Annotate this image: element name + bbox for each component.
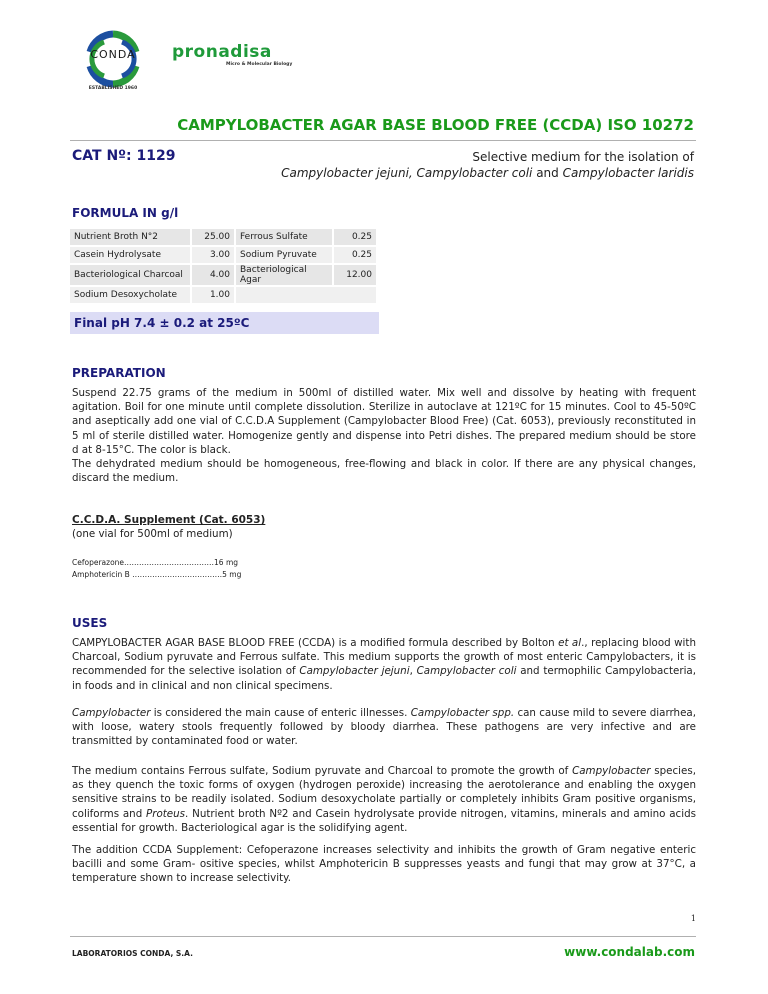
species: Campylobacter: [72, 707, 151, 719]
uses-heading: USES: [72, 616, 108, 630]
conda-logo-text: CONDA: [90, 48, 136, 61]
uses-paragraph-3: [72, 764, 696, 835]
uses-paragraph-1: [72, 636, 696, 693]
species: Campylobacter coli: [416, 665, 517, 678]
ingredient-name: Nutrient Broth N°2: [70, 229, 190, 245]
supplement-item: Amphotericin B ………………………………5 mg: [72, 570, 242, 579]
preparation-heading: PREPARATION: [72, 366, 166, 380]
ingredient-name: Ferrous Sulfate: [236, 229, 332, 245]
text: ., replacing blood with Charcoal, Sodium pyruvate and Ferrous sulfate. This medium supports the growth of most enteric Campylobacters, it is recommended for the selective isolation of: [72, 637, 696, 678]
preparation-paragraph-1: Suspend 22.75 grams of the medium in 500ml of distilled water. Mix well and dissolve by heating with frequent agitation. Boil for one minute until complete dissolution. Sterilize in autoclave at 121ºC for 15 minutes. Cool to 45-50ºC and aseptically add one vial of C.C.D.A Supplement (Campylobacter Blood Free) (Cat. 6053), previously reconstituted in 5 ml of sterile distilled water. Homogenize gently and dispense into Petri dishes. The prepared medium should be store d at 8-15°C. The color is black.: [72, 387, 696, 456]
species: Proteus: [146, 807, 186, 820]
ingredient-name: Bacteriological Charcoal: [70, 265, 190, 285]
table-row: [70, 229, 376, 245]
preparation-paragraph-2: The dehydrated medium should be homogeneous, free-flowing and black in color. If there are any physical changes, discard the medium.: [72, 458, 696, 485]
conda-logo: [72, 30, 154, 96]
table-row: [70, 247, 376, 263]
uses-paragraph-4: The addition CCDA Supplement: Cefoperazone increases selectivity and inhibits the growth of Gram negative enteric bacilli and some Gram- ositive species, whilst Amphotericin B suppresses yeasts and fungi that may grow at 37°C, a temperature shown to increase selectivity.: [72, 844, 696, 885]
uses-paragraph-2: [72, 706, 696, 749]
header-divider: [70, 140, 696, 141]
subtitle-and: and: [532, 166, 563, 180]
ingredient-value: 25.00: [192, 229, 234, 245]
supplement-list: [72, 557, 241, 581]
empty-cell: [236, 287, 376, 303]
subtitle-line1: Selective medium for the isolation of: [472, 150, 694, 164]
et-al: et al: [558, 637, 582, 649]
ingredient-name: Bacteriological Agar: [236, 265, 332, 285]
catalog-number: CAT Nº: 1129: [72, 148, 176, 164]
ingredient-value: 0.25: [334, 229, 376, 245]
supplement-subtitle: (one vial for 500ml of medium): [72, 528, 233, 540]
document-title: CAMPYLOBACTER AGAR BASE BLOOD FREE (CCDA) ISO 10272: [177, 116, 694, 134]
text: and termophilic Campylobacteria, in foods and in clinical and non clinical specimens.: [72, 665, 697, 692]
table-row: [70, 287, 376, 303]
ingredient-name: Sodium Pyruvate: [236, 247, 332, 263]
text: The medium contains Ferrous sulfate, Sodium pyruvate and Charcoal to promote the growth of: [72, 765, 573, 777]
species: Campylobacter spp.: [410, 707, 515, 719]
text: CAMPYLOBACTER AGAR BASE BLOOD FREE (CCDA) is a modified formula described by Bolton: [72, 637, 559, 649]
text: can cause mild to severe diarrhea, with loose, watery stools frequently followed by bloody diarrhea. These pathogens are very infective and are transmitted by contaminated food or water.: [72, 707, 696, 748]
ingredient-value: 0.25: [334, 247, 376, 263]
species: Campylobacter: [572, 765, 651, 777]
ingredient-name: Sodium Desoxycholate: [70, 287, 190, 303]
page-number: 1: [690, 914, 696, 923]
ingredient-value: 4.00: [192, 265, 234, 285]
conda-tagline: ESTABLISHED 1960: [88, 86, 138, 91]
ingredient-value: 3.00: [192, 247, 234, 263]
footer-website-link[interactable]: www.condalab.com: [564, 945, 695, 959]
species-2: Campylobacter laridis: [562, 166, 694, 180]
table-row: [70, 265, 376, 285]
ingredient-value: 1.00: [192, 287, 234, 303]
formula-heading: FORMULA IN g/l: [72, 206, 179, 220]
supplement-heading: C.C.D.A. Supplement (Cat. 6053): [72, 514, 266, 526]
subtitle-line2: [281, 165, 694, 181]
species: Campylobacter jejuni: [299, 665, 410, 678]
supplement-item: Cefoperazone………………………………16 mg: [72, 558, 239, 567]
pronadisa-logo: pronadisa: [172, 42, 272, 62]
footer-divider: [70, 936, 696, 937]
text: ,: [409, 665, 417, 678]
text: is considered the main cause of enteric illnesses.: [150, 707, 411, 719]
text: species, as they quench the toxic forms of oxygen (hydrogen peroxide) increasing the aerotolerance and enabling the oxygen sensitive strains to be readily isolated. Sodium desoxycholate partially or completely inhibits Gram positive organisms, coliforms and: [72, 765, 696, 820]
ingredient-name: Casein Hydrolysate: [70, 247, 190, 263]
pronadisa-tagline: Micro & Molecular Biology: [226, 62, 293, 67]
final-ph: Final pH 7.4 ± 0.2 at 25ºC: [70, 312, 379, 334]
document-subtitle: [281, 149, 694, 181]
species-1: Campylobacter jejuni, Campylobacter coli: [281, 166, 533, 180]
ingredient-value: 12.00: [334, 265, 376, 285]
footer-company: LABORATORIOS CONDA, S.A.: [72, 949, 193, 958]
formula-table: [68, 227, 378, 305]
text: . Nutrient broth Nº2 and Casein hydrolysate provide nitrogen, vitamins, minerals and amino acids essential for growth. Bacteriological agar is the solidifying agent.: [72, 807, 696, 834]
